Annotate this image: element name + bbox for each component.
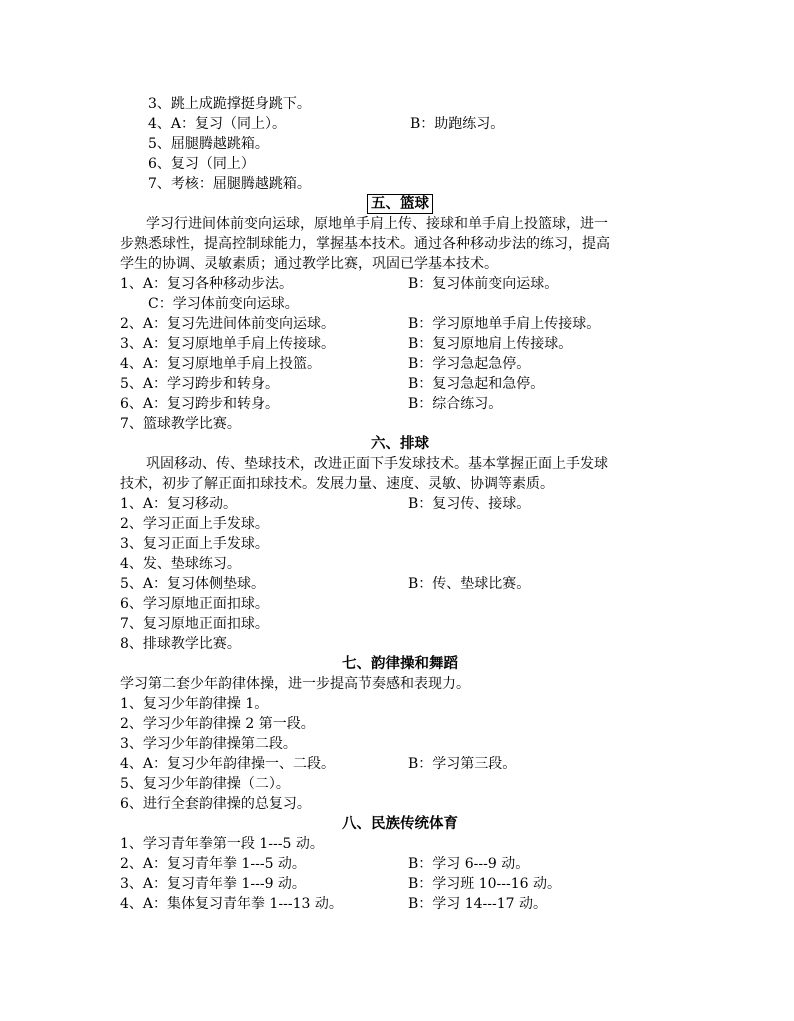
basketball-line-3: 3、A：复习原地单手肩上传接球。 B：复习原地肩上传接球。 — [120, 336, 573, 352]
basketball-intro-2: 步熟悉球性，提高控制球能力，掌握基本技术。通过各种移动步法的练习，提高 — [120, 236, 610, 252]
basketball-line-2: 2、A：复习先进间体前变向运球。 B：学习原地单手肩上传接球。 — [120, 316, 601, 332]
rhythm-heading: 七、韵律操和舞蹈 — [342, 655, 458, 672]
gym-line-5: 5、屈腿腾越跳箱。 — [148, 136, 269, 152]
basketball-intro-1: 学习行进间体前变向运球，原地单手肩上传、接球和单手肩上投篮球，进一 — [146, 216, 608, 232]
volleyball-line-5: 5、A：复习体侧垫球。 B：传、垫球比赛。 — [120, 576, 531, 592]
folk-line-2: 2、A：复习青年拳 1---5 动。 B：学习 6---9 动。 — [120, 856, 530, 872]
folk-heading: 八、民族传统体育 — [342, 815, 458, 832]
rhythm-line-3: 3、学习少年韵律操第二段。 — [120, 736, 297, 752]
rhythm-line-1: 1、复习少年韵律操 1。 — [120, 696, 269, 712]
basketball-heading: 五、篮球 — [120, 194, 680, 214]
folk-line-3: 3、A：复习青年拳 1---9 动。 B：学习班 10---16 动。 — [120, 876, 562, 892]
volleyball-line-7: 7、复习原地正面扣球。 — [120, 616, 269, 632]
volleyball-line-3: 3、复习正面上手发球。 — [120, 536, 269, 552]
volleyball-line-1: 1、A：复习移动。 B：复习传、接球。 — [120, 496, 531, 512]
basketball-line-1: 1、A：复习各种移动步法。 B：复习体前变向运球。 — [120, 276, 559, 292]
basketball-line-1c: C：学习体前变向运球。 — [148, 296, 299, 312]
rhythm-line-5: 5、复习少年韵律操（二）。 — [120, 776, 290, 792]
volleyball-heading: 六、排球 — [371, 435, 429, 452]
basketball-line-7: 7、篮球教学比赛。 — [120, 416, 241, 432]
rhythm-line-4: 4、A：复习少年韵律操一、二段。 B：学习第三段。 — [120, 756, 517, 772]
rhythm-line-6: 6、进行全套韵律操的总复习。 — [120, 796, 311, 812]
basketball-line-4: 4、A：复习原地单手肩上投篮。 B：学习急起急停。 — [120, 356, 531, 372]
volleyball-intro-2: 技术，初步了解正面扣球技术。发展力量、速度、灵敏、协调等素质。 — [120, 476, 554, 492]
volleyball-line-2: 2、学习正面上手发球。 — [120, 516, 269, 532]
volleyball-line-8: 8、排球教学比赛。 — [120, 636, 241, 652]
folk-line-1: 1、学习青年拳第一段 1---5 动。 — [120, 836, 324, 852]
volleyball-line-4: 4、发、垫球练习。 — [120, 556, 241, 572]
volleyball-intro-1: 巩固移动、传、垫球技术，改进正面下手发球技术。基本掌握正面上手发球 — [146, 456, 608, 472]
document-page — [120, 94, 680, 914]
gym-line-6: 6、复习（同上） — [148, 156, 255, 172]
rhythm-intro: 学习第二套少年韵律体操，进一步提高节奏感和表现力。 — [120, 676, 470, 692]
gym-line-7: 7、考核：屈腿腾越跳箱。 — [148, 176, 311, 192]
basketball-intro-3: 学生的协调、灵敏素质；通过教学比赛，巩固已学基本技术。 — [120, 256, 498, 272]
volleyball-line-6: 6、学习原地正面扣球。 — [120, 596, 269, 612]
basketball-line-6: 6、A：复习跨步和转身。 B：综合练习。 — [120, 396, 503, 412]
gym-line-3: 3、跳上成跪撑挺身跳下。 — [148, 96, 311, 112]
gym-line-4: 4、A：复习（同上）。 B：助跑练习。 — [148, 116, 505, 132]
rhythm-line-2: 2、学习少年韵律操 2 第一段。 — [120, 716, 315, 732]
basketball-line-5: 5、A：学习跨步和转身。 B：复习急起和急停。 — [120, 376, 545, 392]
folk-line-4: 4、A：集体复习青年拳 1---13 动。 B：学习 14---17 动。 — [120, 896, 548, 912]
